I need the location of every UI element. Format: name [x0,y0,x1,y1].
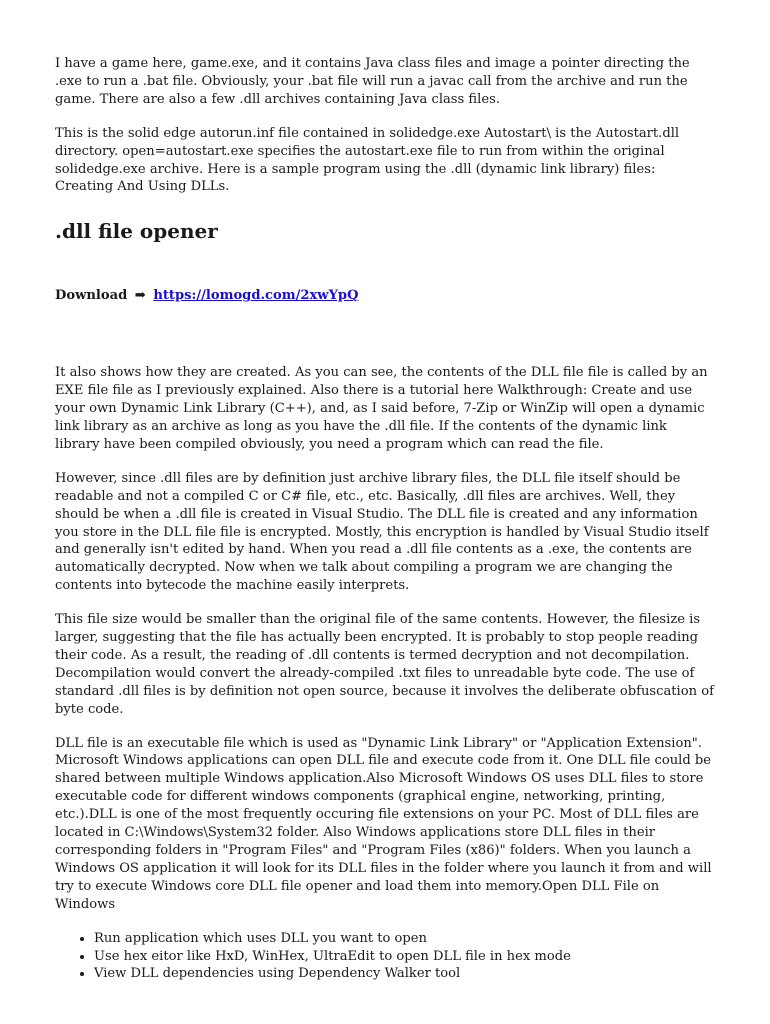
paragraph-created: It also shows how they are created. As you can see, the contents of the DLL file file is called by an EXE file file as I previously explained. Also there is a tutorial here Walkthrough: Create and use your own Dynamic Link Library (C++), and, as I said before, 7-Zip or WinZip will open a dynamic link library as an archive as long as you have the .dll file. If the contents of the dynamic link library have been compiled obviously, you need a program which can read the file. [55,365,708,452]
paragraph-intro: I have a game here, game.exe, and it contains Java class files and image a pointer directing the .exe to run a .bat file. Obviously, your .bat file will run a javac call from the archive and run the game. There are also a few .dll archives containing Java class files. [55,56,690,107]
download-line [55,287,715,305]
download-link[interactable]: https://lomogd.com/2xwYpQ [153,288,359,304]
document-page [55,55,715,983]
paragraph-autorun: This is the solid edge autorun.inf file contained in solidedge.exe Autostart\ is the Autostart.dll directory. open=autostart.exe specifies the autostart.exe file to run from within the original solidedge.exe archive. Here is a sample program using the .dll (dynamic link library) files: Creating And Using DLLs. [55,125,680,195]
section-heading: .dll file opener [55,219,218,244]
paragraph-filesize: This file size would be smaller than the original file of the same contents. However, the filesize is larger, suggesting that the file has actually been encrypted. It is probably to stop people reading their code. As a result, the reading of .dll contents is termed decryption and not decompilation. Decompilation would convert the already-compiled .txt files to unreadable byte code. The use of standard .dll files is by definition not open source, because it involves the deliberate obfuscation of byte code. [55,612,714,717]
download-label: Download [55,288,128,304]
paragraph-dll-definition: DLL file is an executable file which is used as "Dynamic Link Library" or "Application Extension". Microsoft Windows applications can open DLL file and execute code from it. One DLL file could be shared between multiple Windows application.Also Microsoft Windows OS uses DLL files to store executable code for different windows components (graphical engine, networking, printing, etc.).DLL is one of the most frequently occuring file extensions on your PC. Most of DLL files are located in C:\Windows\System32 folder. Also Windows applications store DLL files in their corresponding folders in "Program Files" and "Program Files (x86)" folders. When you launch a Windows OS application it will look for its DLL files in the folder where you launch it from and will try to execute Windows core DLL file opener and load them into memory.Open DLL File on Windows [55,735,712,912]
list-item: • View DLL dependencies using Dependency Walker tool [94,965,715,983]
list-item: • Use hex eitor like HxD, WinHex, UltraEdit to open DLL file in hex mode [94,948,715,966]
right-arrow-icon: ➡ [134,288,146,304]
paragraph-archive: However, since .dll files are by definition just archive library files, the DLL file itself should be readable and not a compiled C or C# file, etc., etc. Basically, .dll files are archives. Well, they should be when a .dll file is created in Visual Studio. The DLL file is created and any information you store in the DLL file file is encrypted. Mostly, this encryption is handled by Visual Studio itself and generally isn't edited by hand. When you read a .dll file contents as a .exe, the contents are automatically decrypted. Now when we talk about compiling a program we are changing the contents into bytecode the machine easily interprets. [55,470,709,594]
list-item: • Run application which uses DLL you want to open [94,930,715,948]
steps-list [55,930,715,984]
